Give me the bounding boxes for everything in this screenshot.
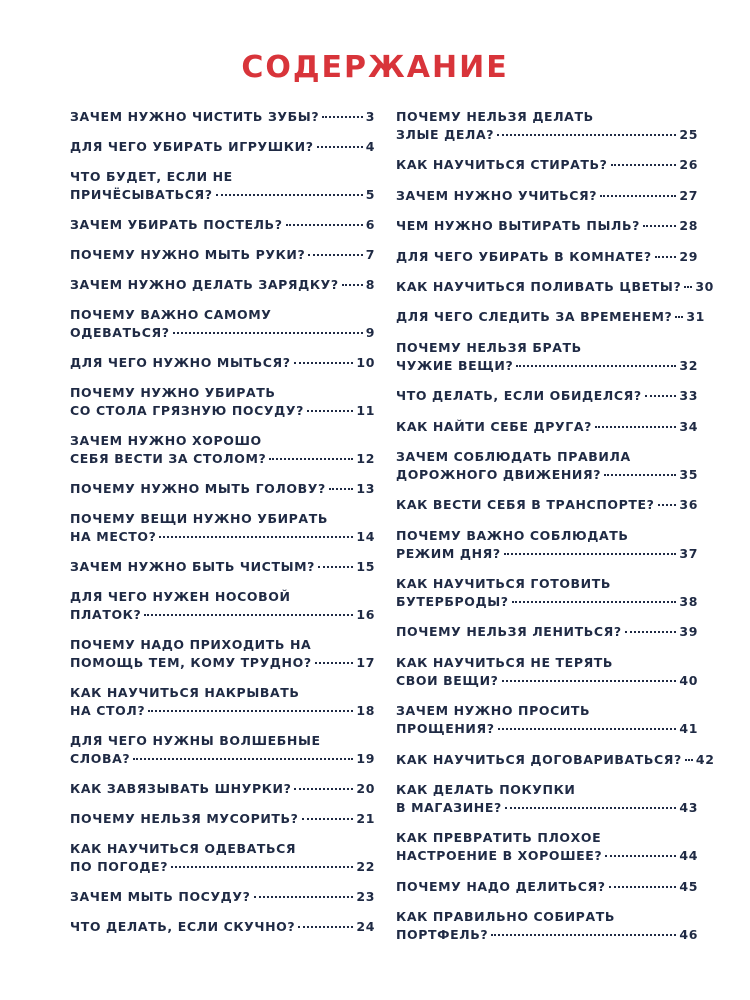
toc-entry-title: ПРОЩЕНИЯ? (396, 721, 495, 737)
dot-leader (604, 474, 676, 476)
toc-entry[interactable] (70, 354, 375, 372)
toc-page-number: 11 (356, 403, 375, 418)
dot-leader (317, 146, 363, 148)
toc-page-number: 19 (356, 751, 375, 766)
toc-entry-title: КАК НАУЧИТЬСЯ НАКРЫВАТЬ (70, 685, 300, 700)
toc-page-number: 6 (365, 217, 375, 232)
toc-entry-title: ЧУЖИЕ ВЕЩИ? (396, 357, 514, 373)
dot-leader (298, 926, 353, 928)
toc-entry[interactable] (70, 168, 375, 204)
toc-page-number: 38 (679, 594, 698, 610)
toc-entry-title: КАК НАУЧИТЬСЯ ГОТОВИТЬ (396, 576, 611, 592)
toc-page-number: 3 (365, 109, 375, 124)
toc-entry-title: ЗЛЫЕ ДЕЛА? (396, 127, 495, 142)
toc-entry[interactable] (70, 588, 375, 624)
dot-leader (286, 224, 363, 226)
toc-page-number: 31 (686, 309, 705, 325)
toc-entry-title: ДЛЯ ЧЕГО НУЖНЫ ВОЛШЕБНЫЕ (70, 733, 321, 748)
toc-page-number: 34 (679, 418, 698, 434)
toc-entry[interactable] (396, 878, 698, 896)
toc-entry-title: ЗАЧЕМ УБИРАТЬ ПОСТЕЛЬ? (70, 217, 283, 232)
toc-entry[interactable] (70, 780, 375, 798)
toc-page-number: 4 (365, 139, 375, 154)
toc-entry-title: ПОЧЕМУ НЕЛЬЗЯ МУСОРИТЬ? (70, 811, 299, 826)
toc-entry-title: ПОЧЕМУ ВАЖНО САМОМУ (70, 307, 272, 322)
toc-entry-title: ПОЧЕМУ НЕЛЬЗЯ БРАТЬ (396, 339, 582, 355)
toc-entry-title: ЗАЧЕМ НУЖНО ЧИСТИТЬ ЗУБЫ? (70, 109, 320, 124)
toc-entry-title: КАК ЗАВЯЗЫВАТЬ ШНУРКИ? (70, 781, 292, 796)
dot-leader (609, 886, 677, 888)
toc-entry-title: БУТЕРБРОДЫ? (396, 594, 509, 610)
toc-page-number: 46 (679, 927, 698, 943)
toc-entry[interactable] (396, 908, 698, 944)
toc-entry[interactable] (396, 829, 698, 865)
dot-leader (148, 710, 353, 712)
toc-entry-title: ЗАЧЕМ НУЖНО БЫТЬ ЧИСТЫМ? (70, 559, 316, 574)
toc-entry[interactable] (396, 448, 698, 484)
toc-entry[interactable] (396, 156, 698, 174)
toc-entry[interactable] (70, 138, 375, 156)
toc-page-number: 42 (695, 751, 715, 767)
toc-page-number: 36 (679, 497, 698, 513)
dot-leader (625, 631, 677, 633)
toc-entry-title: ЗАЧЕМ НУЖНО ДЕЛАТЬ ЗАРЯДКУ? (70, 277, 339, 292)
toc-page-number: 43 (679, 800, 698, 816)
toc-entry[interactable] (396, 217, 698, 235)
page-title: СОДЕРЖАНИЕ (241, 50, 509, 85)
dot-leader (294, 362, 354, 364)
toc-entry-title: КАК НАУЧИТЬСЯ НЕ ТЕРЯТЬ (396, 654, 614, 670)
dot-leader (308, 254, 362, 256)
toc-page-number: 16 (356, 607, 375, 622)
toc-page-number: 35 (679, 466, 698, 482)
toc-entry-title: ПОЧЕМУ НУЖНО МЫТЬ РУКИ? (70, 247, 306, 262)
toc-page-number: 45 (679, 878, 698, 894)
dot-leader (516, 365, 676, 367)
toc-page-number: 8 (365, 277, 375, 292)
toc-entry[interactable] (70, 384, 375, 420)
dot-leader (269, 458, 353, 460)
toc-entry-title: ПОЧЕМУ НУЖНО УБИРАТЬ (70, 385, 276, 400)
dot-leader (658, 504, 677, 506)
toc-page-number: 18 (356, 703, 375, 718)
toc-entry[interactable] (70, 888, 375, 906)
toc-entry[interactable] (70, 432, 375, 468)
dot-leader (645, 395, 677, 397)
toc-page-number: 10 (356, 355, 375, 370)
toc-entry-title: ПОЧЕМУ ВЕЩИ НУЖНО УБИРАТЬ (70, 511, 328, 526)
toc-entry-title: ОДЕВАТЬСЯ? (70, 325, 170, 340)
dot-leader (684, 286, 692, 288)
toc-entry[interactable] (396, 575, 698, 611)
toc-entry-title: ПОРТФЕЛЬ? (396, 927, 489, 943)
toc-entry-title: НА СТОЛ? (70, 703, 146, 718)
toc-entry[interactable] (396, 187, 698, 205)
dot-leader (600, 195, 676, 197)
dot-leader (318, 566, 353, 568)
dot-leader (315, 662, 354, 664)
toc-page-number: 39 (679, 624, 698, 640)
dot-leader (643, 225, 676, 227)
dot-leader (133, 758, 353, 760)
toc-entry-title: НАСТРОЕНИЕ В ХОРОШЕЕ? (396, 848, 603, 864)
dot-leader (675, 316, 683, 318)
toc-entry[interactable] (70, 216, 375, 234)
toc-entry[interactable] (70, 480, 375, 498)
toc-entry-title: ЧЕМ НУЖНО ВЫТИРАТЬ ПЫЛЬ? (396, 218, 640, 234)
toc-entry[interactable] (70, 306, 375, 342)
dot-leader (322, 116, 362, 118)
toc-entry[interactable] (70, 558, 375, 576)
toc-page-number: 30 (695, 278, 714, 294)
dot-leader (171, 866, 353, 868)
toc-entry-title: ЗАЧЕМ МЫТЬ ПОСУДУ? (70, 889, 251, 904)
toc-entry-title: ЗАЧЕМ НУЖНО УЧИТЬСЯ? (396, 187, 598, 203)
toc-entry-title: ПОЧЕМУ ВАЖНО СОБЛЮДАТЬ (396, 527, 629, 543)
toc-entry-title: КАК НАЙТИ СЕБЕ ДРУГА? (396, 418, 592, 434)
toc-page-number: 23 (356, 889, 375, 904)
toc-entry-title: ДЛЯ ЧЕГО СЛЕДИТЬ ЗА ВРЕМЕНЕМ? (396, 309, 673, 325)
toc-entry[interactable] (70, 732, 375, 768)
toc-entry-title: СЛОВА? (70, 751, 131, 766)
toc-page-number: 5 (365, 187, 375, 202)
toc-entry[interactable] (70, 810, 375, 828)
toc-entry[interactable] (70, 684, 375, 720)
toc-entry-title: КАК НАУЧИТЬСЯ ОДЕВАТЬСЯ (70, 841, 297, 856)
toc-entry[interactable] (396, 418, 698, 436)
toc-right-column (396, 108, 715, 957)
dot-leader (685, 759, 693, 761)
dot-leader (159, 536, 353, 538)
toc-entry-title: КАК ПРАВИЛЬНО СОБИРАТЬ (396, 909, 615, 925)
toc-entry-title: ЗАЧЕМ НУЖНО ХОРОШО (70, 433, 262, 448)
toc-entry[interactable] (396, 781, 698, 817)
toc-entry[interactable] (396, 702, 698, 738)
toc-page-number: 15 (356, 559, 375, 574)
toc-entry-title: ЗАЧЕМ СОБЛЮДАТЬ ПРАВИЛА (396, 448, 631, 464)
toc-page-number: 26 (679, 157, 698, 173)
toc-page-number: 22 (356, 859, 375, 874)
toc-entry[interactable] (70, 246, 375, 264)
toc-entry-title: ПО ПОГОДЕ? (70, 859, 169, 874)
toc-entry-title: ДЛЯ ЧЕГО НУЖНО МЫТЬСЯ? (70, 355, 291, 370)
toc-page-number: 28 (679, 218, 698, 234)
dot-leader (307, 410, 353, 412)
toc-page-number: 27 (679, 187, 698, 203)
toc-entry-title: ПОЧЕМУ НЕЛЬЗЯ ЛЕНИТЬСЯ? (396, 624, 622, 640)
toc-page-number: 20 (356, 781, 375, 796)
dot-leader (329, 488, 354, 490)
toc-entry-title: ПОМОЩЬ ТЕМ, КОМУ ТРУДНО? (70, 655, 312, 670)
toc-page-number: 33 (679, 388, 698, 404)
dot-leader (611, 164, 677, 166)
toc-entry-title: ДОРОЖНОГО ДВИЖЕНИЯ? (396, 466, 602, 482)
toc-entry-title: СО СТОЛА ГРЯЗНУЮ ПОСУДУ? (70, 403, 304, 418)
toc-entry-title: СВОИ ВЕЩИ? (396, 672, 499, 688)
toc-page-number: 7 (365, 247, 375, 262)
toc-entry-title: КАК НАУЧИТЬСЯ ПОЛИВАТЬ ЦВЕТЫ? (396, 278, 682, 294)
toc-entry-title: ПРИЧЁСЫВАТЬСЯ? (70, 187, 213, 202)
toc-entry[interactable] (396, 654, 698, 690)
dot-leader (173, 332, 363, 334)
toc-page-number: 37 (679, 545, 698, 561)
toc-entry-title: НА МЕСТО? (70, 529, 157, 544)
toc-page-number: 12 (356, 451, 375, 466)
toc-entry-title: ПОЧЕМУ НУЖНО МЫТЬ ГОЛОВУ? (70, 481, 326, 496)
dot-leader (302, 818, 354, 820)
toc-entry[interactable] (396, 527, 698, 563)
toc-entry[interactable] (396, 278, 714, 296)
toc-page-number: 21 (356, 811, 375, 826)
dot-leader (497, 134, 676, 136)
toc-page-number: 41 (679, 721, 698, 737)
toc-entry-title: ЧТО ДЕЛАТЬ, ЕСЛИ ОБИДЕЛСЯ? (396, 388, 642, 404)
toc-entry-title: ПОЧЕМУ НАДО ДЕЛИТЬСЯ? (396, 878, 606, 894)
toc-entry[interactable] (70, 918, 375, 936)
dot-leader (498, 728, 677, 730)
toc-entry[interactable] (396, 308, 705, 326)
toc-entry[interactable] (396, 387, 698, 405)
toc-entry[interactable] (396, 248, 698, 266)
toc-entry-title: ДЛЯ ЧЕГО НУЖЕН НОСОВОЙ (70, 589, 291, 604)
toc-entry-title: ПОЧЕМУ НЕЛЬЗЯ ДЕЛАТЬ (396, 109, 594, 124)
toc-entry-title: ЗАЧЕМ НУЖНО ПРОСИТЬ (396, 703, 591, 719)
dot-leader (216, 194, 363, 196)
toc-page-number: 13 (356, 481, 375, 496)
dot-leader (504, 553, 677, 555)
toc-entry[interactable] (70, 840, 375, 876)
toc-entry[interactable] (396, 623, 698, 641)
toc-entry[interactable] (396, 108, 698, 144)
toc-entry[interactable] (70, 108, 375, 126)
toc-page-number: 24 (356, 919, 375, 934)
toc-entry-title: ЧТО БУДЕТ, ЕСЛИ НЕ (70, 169, 233, 184)
toc-page-number: 44 (679, 848, 698, 864)
toc-entry-title: ПОЧЕМУ НАДО ПРИХОДИТЬ НА (70, 637, 312, 652)
toc-page-number: 25 (679, 127, 698, 142)
toc-page-number: 32 (679, 357, 698, 373)
toc-entry-title: РЕЖИМ ДНЯ? (396, 545, 501, 561)
toc-entry[interactable] (396, 751, 715, 769)
dot-leader (491, 934, 676, 936)
dot-leader (595, 426, 676, 428)
toc-entry[interactable] (396, 496, 698, 514)
toc-page-number: 40 (679, 672, 698, 688)
toc-entry-title: КАК ПРЕВРАТИТЬ ПЛОХОЕ (396, 830, 602, 846)
toc-page-number: 29 (679, 248, 698, 264)
dot-leader (505, 807, 677, 809)
dot-leader (144, 614, 353, 616)
dot-leader (655, 256, 677, 258)
toc-entry-title: ДЛЯ ЧЕГО УБИРАТЬ ИГРУШКИ? (70, 139, 314, 154)
dot-leader (254, 896, 354, 898)
toc-page-number: 9 (365, 325, 375, 340)
toc-entry-title: ПЛАТОК? (70, 607, 142, 622)
toc-entry[interactable] (70, 510, 375, 546)
toc-entry[interactable] (396, 339, 698, 375)
toc-entry[interactable] (70, 276, 375, 294)
toc-entry-title: ДЛЯ ЧЕГО УБИРАТЬ В КОМНАТЕ? (396, 248, 652, 264)
toc-entry-title: КАК ДЕЛАТЬ ПОКУПКИ (396, 782, 576, 798)
toc-entry-title: КАК НАУЧИТЬСЯ СТИРАТЬ? (396, 157, 608, 173)
toc-entry-title: В МАГАЗИНЕ? (396, 800, 502, 816)
toc-entry-title: ЧТО ДЕЛАТЬ, ЕСЛИ СКУЧНО? (70, 919, 296, 934)
toc-page-number: 17 (356, 655, 375, 670)
toc-entry-title: КАК ВЕСТИ СЕБЯ В ТРАНСПОРТЕ? (396, 497, 655, 513)
dot-leader (605, 855, 676, 857)
dot-leader (502, 680, 677, 682)
toc-entry-title: СЕБЯ ВЕСТИ ЗА СТОЛОМ? (70, 451, 267, 466)
toc-entry[interactable] (70, 636, 375, 672)
toc-entry-title: КАК НАУЧИТЬСЯ ДОГОВАРИВАТЬСЯ? (396, 751, 682, 767)
dot-leader (342, 284, 363, 286)
dot-leader (512, 601, 677, 603)
toc-page-number: 14 (356, 529, 375, 544)
dot-leader (294, 788, 353, 790)
toc-left-column (70, 108, 375, 948)
